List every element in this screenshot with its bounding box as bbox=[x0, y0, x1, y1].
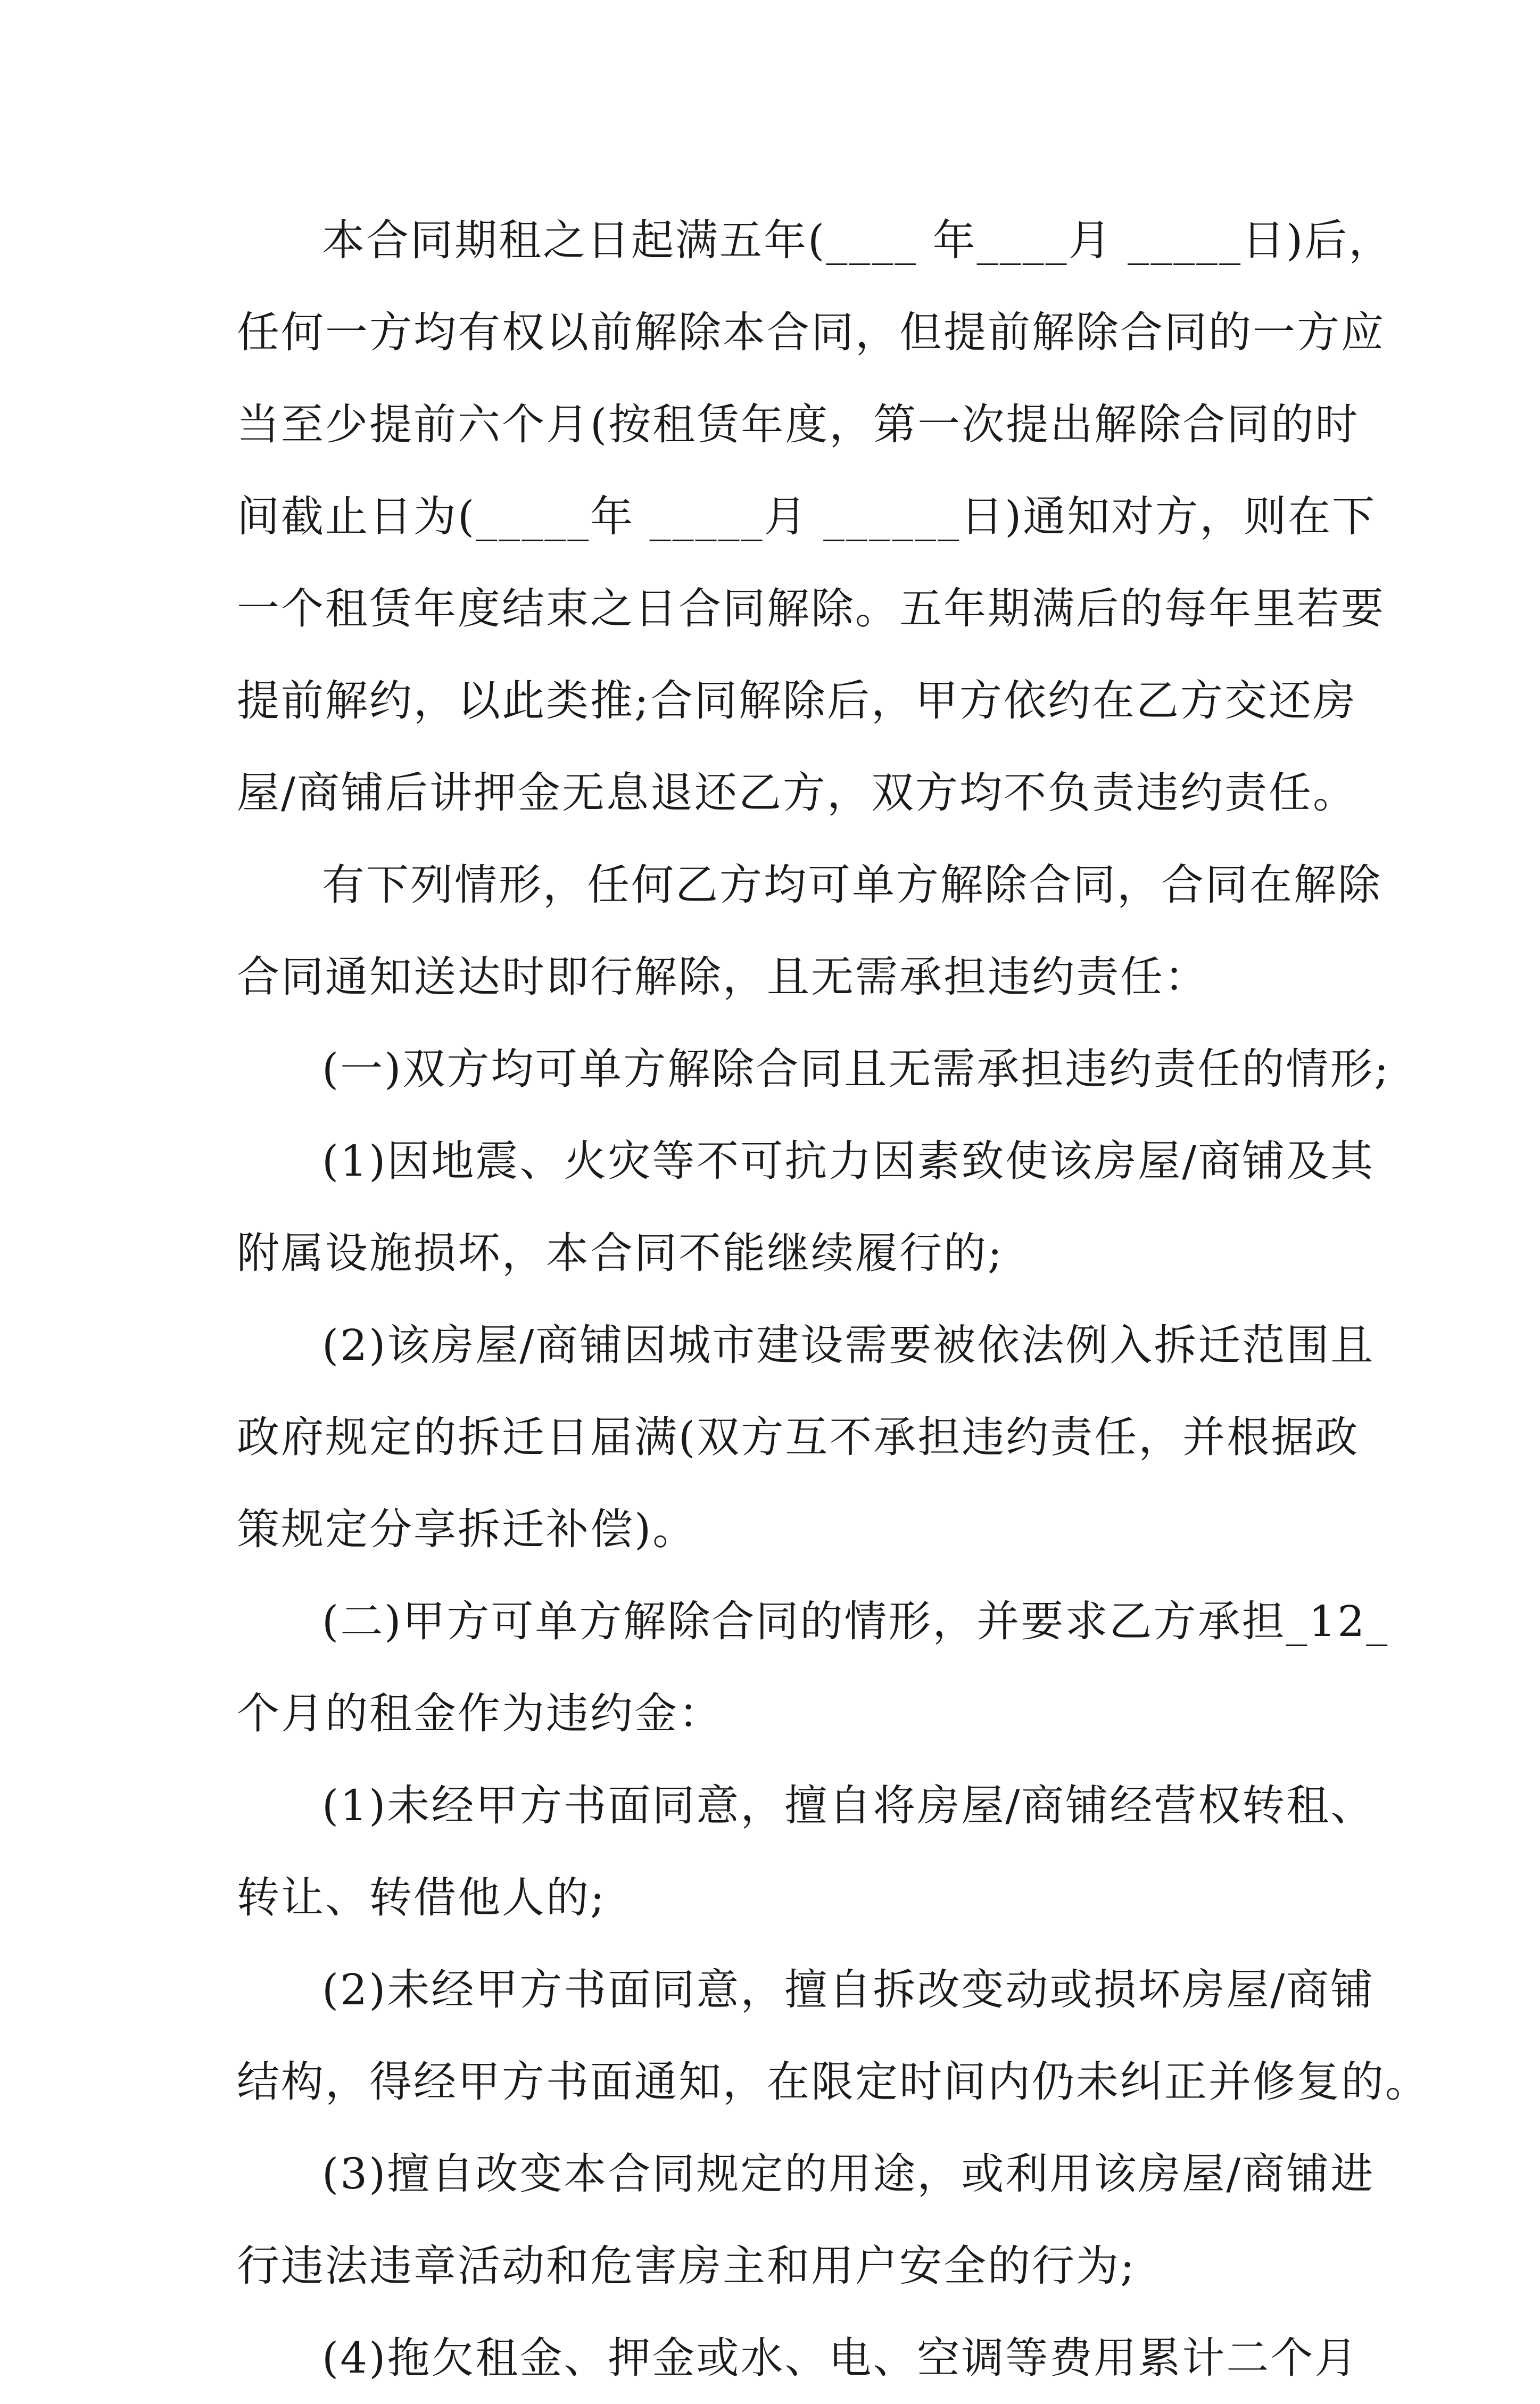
text-line: 当至少提前六个月(按租赁年度，第一次提出解除合同的时 bbox=[237, 400, 1360, 449]
text-line: (1)未经甲方书面同意，擅自将房屋/商铺经营权转租、 bbox=[322, 1781, 1375, 1830]
text-line: (2)未经甲方书面同意，擅自拆改变动或损坏房屋/商铺 bbox=[322, 1965, 1375, 2014]
text-line: (2)该房屋/商铺因城市建设需要被依法例入拆迁范围且 bbox=[322, 1320, 1375, 1370]
text-line: 转让、转借他人的; bbox=[237, 1873, 606, 1922]
text-line: 提前解约，以此类推;合同解除后，甲方依约在乙方交还房 bbox=[237, 676, 1357, 725]
text-line: 政府规定的拆迁日届满(双方互不承担违约责任，并根据政 bbox=[237, 1412, 1360, 1462]
text-line: (一)双方均可单方解除合同且无需承担违约责任的情形; bbox=[322, 1044, 1390, 1094]
text-line: 任何一方均有权以前解除本合同，但提前解除合同的一方应 bbox=[237, 308, 1385, 357]
text-line: 结构，得经甲方书面通知，在限定时间内仍未纠正并修复的。 bbox=[237, 2057, 1429, 2106]
text-line: (3)擅自改变本合同规定的用途，或利用该房屋/商铺进 bbox=[322, 2149, 1375, 2199]
text-line: 个月的租金作为违约金： bbox=[237, 1689, 723, 1738]
text-line: 本合同期租之日起满五年(____ 年____月 _____日)后， bbox=[322, 216, 1393, 265]
text-line: (二)甲方可单方解除合同的情形，并要求乙方承担_12_ bbox=[322, 1597, 1389, 1646]
text-line: 间截止日为(_____年 _____月 ______日)通知对方，则在下 bbox=[237, 492, 1377, 541]
text-line: 一个租赁年度结束之日合同解除。五年期满后的每年里若要 bbox=[237, 584, 1385, 633]
contract-text bbox=[237, 194, 1429, 2404]
text-line: (1)因地震、火灾等不可抗力因素致使该房屋/商铺及其 bbox=[322, 1136, 1375, 1186]
text-line: (4)拖欠租金、押金或水、电、空调等费用累计二个月 bbox=[322, 2333, 1359, 2383]
text-line: 附属设施损坏，本合同不能继续履行的; bbox=[237, 1228, 1004, 1278]
text-line: 有下列情形，任何乙方均可单方解除合同，合同在解除 bbox=[322, 860, 1382, 910]
text-line: 策规定分享拆迁补偿)。 bbox=[237, 1505, 697, 1554]
text-line: 屋/商铺后讲押金无息退还乙方，双方均不负责违约责任。 bbox=[237, 768, 1357, 817]
text-line: 合同通知送达时即行解除，且无需承担违约责任： bbox=[237, 952, 1208, 1002]
text-line: 行违法违章活动和危害房主和用户安全的行为; bbox=[237, 2241, 1136, 2291]
